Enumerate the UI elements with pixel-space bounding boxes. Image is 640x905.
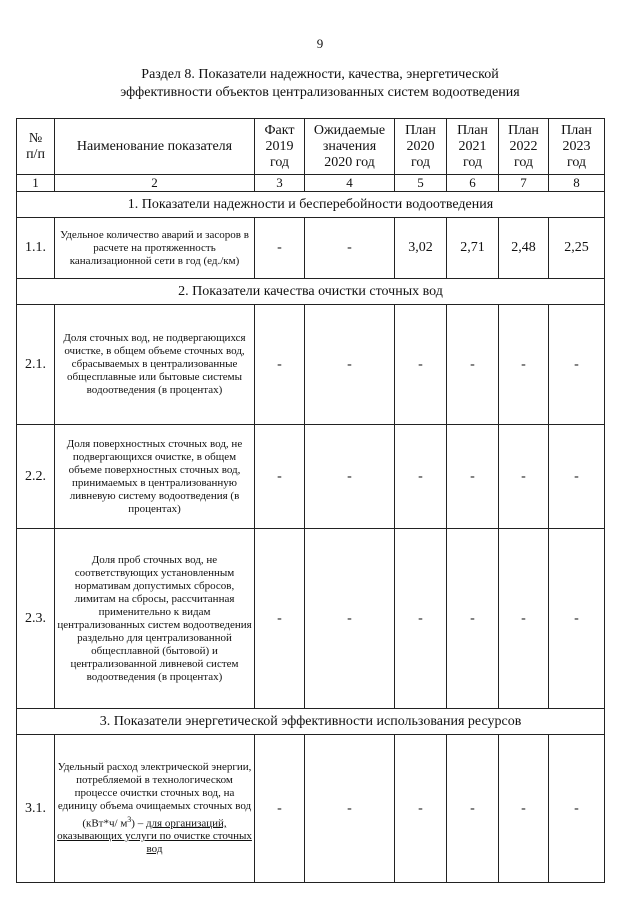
value-fact-2019: - [255, 425, 305, 529]
header-row [17, 119, 605, 175]
value-expected-2020: - [305, 218, 395, 279]
table-row [17, 735, 605, 883]
header-plan-2023: План 2023 год [549, 119, 605, 175]
page-number: 9 [316, 36, 324, 51]
value-plan-2022: - [499, 305, 549, 425]
table-row [17, 529, 605, 709]
value-expected-2020: - [305, 305, 395, 425]
column-number: 8 [549, 175, 605, 192]
value-fact-2019: - [255, 218, 305, 279]
value-plan-2021: - [447, 735, 499, 883]
column-number: 3 [255, 175, 305, 192]
row-number: 2.3. [17, 529, 55, 709]
value-plan-2021: 2,71 [447, 218, 499, 279]
value-plan-2021: - [447, 529, 499, 709]
section-row [17, 709, 605, 735]
table-row [17, 218, 605, 279]
column-number: 1 [17, 175, 55, 192]
column-number: 2 [55, 175, 255, 192]
value-plan-2022: 2,48 [499, 218, 549, 279]
value-plan-2023: 2,25 [549, 218, 605, 279]
value-plan-2022: - [499, 735, 549, 883]
value-plan-2023: - [549, 529, 605, 709]
header-indicator-name: Наименование показателя [55, 119, 255, 175]
value-fact-2019: - [255, 305, 305, 425]
title-line-1: Раздел 8. Показатели надежности, качества, энергетической [141, 67, 499, 82]
row-number: 2.1. [17, 305, 55, 425]
column-number: 7 [499, 175, 549, 192]
row-number: 2.2. [17, 425, 55, 529]
section-heading-1: 1. Показатели надежности и бесперебойности водоотведения [17, 192, 605, 218]
header-fact-2019: Факт 2019 год [255, 119, 305, 175]
column-numbers-row [17, 175, 605, 192]
column-number: 4 [305, 175, 395, 192]
row-number: 3.1. [17, 735, 55, 883]
table-row [17, 305, 605, 425]
indicator-name: Удельное количество аварий и засоров в расчете на протяженность канализационной сети в год (ед./км) [55, 218, 255, 279]
section-heading-3: 3. Показатели энергетической эффективности использования ресурсов [17, 709, 605, 735]
section-heading-2: 2. Показатели качества очистки сточных вод [17, 279, 605, 305]
value-plan-2022: - [499, 529, 549, 709]
header-plan-2021: План 2021 год [447, 119, 499, 175]
section-row [17, 279, 605, 305]
value-plan-2020: - [395, 425, 447, 529]
value-fact-2019: - [255, 529, 305, 709]
header-expected-2020: Ожидаемые значения 2020 год [305, 119, 395, 175]
table-row [17, 425, 605, 529]
indicator-name: Доля поверхностных сточных вод, не подвергающихся очистке, в общем объеме поверхностных сточных вод, принимаемых в централизованную ливневую систему водоотведения (в процентах) [55, 425, 255, 529]
indicator-name: Удельный расход электрической энергии, потребляемой в технологическом процессе очистки сточных вод, на единицу объема очищаемых сточных вод (кВт*ч/ $м^3$) – для организаций, оказывающих услуги по очистке сточных вод [55, 735, 255, 883]
value-plan-2023: - [549, 735, 605, 883]
indicator-name: Доля проб сточных вод, не соответствующих установленным нормативам допустимых сбросов, лимитам на сбросы, рассчитанная применительно к видам централизованных систем водоотведения раздельно для централизованной общесплавной (бытовой) и централизованной ливневой систем водоотведения (в процентах) [55, 529, 255, 709]
title-line-2: эффективности объектов централизованных систем водоотведения [120, 85, 520, 100]
value-plan-2020: - [395, 735, 447, 883]
row-number: 1.1. [17, 218, 55, 279]
value-plan-2021: - [447, 305, 499, 425]
column-number: 5 [395, 175, 447, 192]
value-expected-2020: - [305, 425, 395, 529]
indicator-name: Доля сточных вод, не подвергающихся очистке, в общем объеме сточных вод, сбрасываемых в централизованные общесплавные или бытовые системы водоотведения (в процентах) [55, 305, 255, 425]
header-plan-2022: План 2022 год [499, 119, 549, 175]
value-expected-2020: - [305, 735, 395, 883]
header-number: № п/п [17, 119, 55, 175]
indicators-table [16, 118, 605, 883]
value-plan-2020: - [395, 305, 447, 425]
value-plan-2020: - [395, 529, 447, 709]
value-fact-2019: - [255, 735, 305, 883]
column-number: 6 [447, 175, 499, 192]
section-title [40, 66, 600, 102]
value-plan-2023: - [549, 305, 605, 425]
value-expected-2020: - [305, 529, 395, 709]
value-plan-2022: - [499, 425, 549, 529]
value-plan-2020: 3,02 [395, 218, 447, 279]
header-plan-2020: План 2020 год [395, 119, 447, 175]
value-plan-2021: - [447, 425, 499, 529]
section-row [17, 192, 605, 218]
value-plan-2023: - [549, 425, 605, 529]
